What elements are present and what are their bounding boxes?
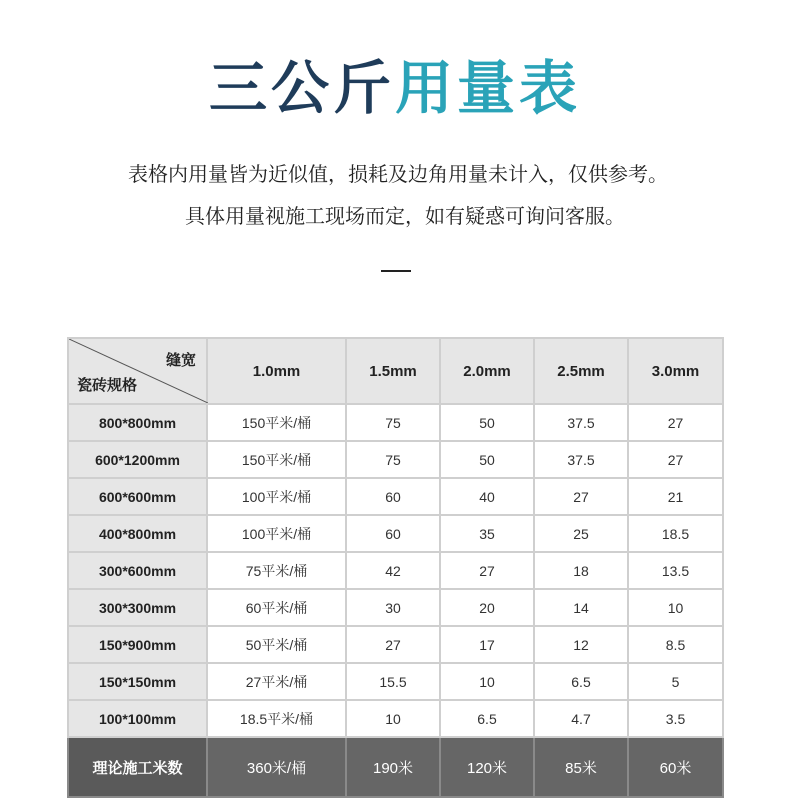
- footer-label: 理论施工米数: [68, 737, 207, 797]
- table-cell: 13.5: [628, 552, 723, 589]
- table-cell: 25: [534, 515, 628, 552]
- table-cell: 75: [346, 404, 440, 441]
- tile-spec-cell: 400*800mm: [68, 515, 207, 552]
- table-cell: 10: [628, 589, 723, 626]
- table-cell: 60: [346, 515, 440, 552]
- table-cell: 21: [628, 478, 723, 515]
- table-row: [68, 626, 723, 663]
- tile-spec-cell: 600*1200mm: [68, 441, 207, 478]
- table-cell: 75平米/桶: [207, 552, 346, 589]
- table-cell: 27: [628, 404, 723, 441]
- page-title: [0, 52, 790, 124]
- footer-cell: 120米: [440, 737, 534, 797]
- table-cell: 27: [628, 441, 723, 478]
- table-cell: 18: [534, 552, 628, 589]
- column-header: 2.5mm: [534, 338, 628, 404]
- table-cell: 18.5平米/桶: [207, 700, 346, 737]
- tile-spec-cell: 600*600mm: [68, 478, 207, 515]
- column-header: 3.0mm: [628, 338, 723, 404]
- note-line-2: 具体用量视施工现场而定，如有疑惑可询问客服。: [185, 204, 625, 228]
- usage-table: [67, 337, 724, 798]
- tile-spec-cell: 800*800mm: [68, 404, 207, 441]
- table-cell: 40: [440, 478, 534, 515]
- table-row: [68, 663, 723, 700]
- footer-cell: 60米: [628, 737, 723, 797]
- table-row: [68, 700, 723, 737]
- table-cell: 20: [440, 589, 534, 626]
- footer-cell: 85米: [534, 737, 628, 797]
- table-cell: 75: [346, 441, 440, 478]
- table-cell: 10: [346, 700, 440, 737]
- table-row: [68, 552, 723, 589]
- column-header: 1.0mm: [207, 338, 346, 404]
- table-corner-cell: [68, 338, 207, 404]
- table-cell: 6.5: [440, 700, 534, 737]
- table-cell: 27平米/桶: [207, 663, 346, 700]
- table-row: [68, 441, 723, 478]
- table-cell: 8.5: [628, 626, 723, 663]
- column-header: 1.5mm: [346, 338, 440, 404]
- table-cell: 15.5: [346, 663, 440, 700]
- table-cell: 27: [440, 552, 534, 589]
- table-cell: 27: [534, 478, 628, 515]
- table-cell: 12: [534, 626, 628, 663]
- table-cell: 27: [346, 626, 440, 663]
- table-cell: 50: [440, 441, 534, 478]
- tile-spec-cell: 150*150mm: [68, 663, 207, 700]
- table-cell: 60: [346, 478, 440, 515]
- table-cell: 60平米/桶: [207, 589, 346, 626]
- title-part-1: 三公斤: [208, 54, 395, 122]
- table-cell: 50平米/桶: [207, 626, 346, 663]
- column-header: 2.0mm: [440, 338, 534, 404]
- corner-label-gap-width: 缝宽: [165, 352, 196, 369]
- table-cell: 50: [440, 404, 534, 441]
- table-cell: 30: [346, 589, 440, 626]
- table-cell: 18.5: [628, 515, 723, 552]
- table-cell: 42: [346, 552, 440, 589]
- note-line-1: 表格内用量皆为近似值，损耗及边角用量未计入，仅供参考。: [128, 162, 668, 186]
- tile-spec-cell: 150*900mm: [68, 626, 207, 663]
- table-cell: 3.5: [628, 700, 723, 737]
- table-cell: 5: [628, 663, 723, 700]
- tile-spec-cell: 300*300mm: [68, 589, 207, 626]
- table-cell: 37.5: [534, 441, 628, 478]
- corner-label-tile-spec: 瓷砖规格: [77, 377, 138, 394]
- title-part-2: 用量表: [395, 54, 582, 122]
- footer-cell: 360米/桶: [207, 737, 346, 797]
- table-row: [68, 478, 723, 515]
- table-cell: 100平米/桶: [207, 515, 346, 552]
- table-cell: 35: [440, 515, 534, 552]
- table-row: [68, 404, 723, 441]
- table-header-row: [68, 338, 723, 404]
- table-cell: 6.5: [534, 663, 628, 700]
- tile-spec-cell: 300*600mm: [68, 552, 207, 589]
- table-row: [68, 589, 723, 626]
- table-cell: 150平米/桶: [207, 441, 346, 478]
- table-cell: 37.5: [534, 404, 628, 441]
- table-cell: 14: [534, 589, 628, 626]
- table-cell: 10: [440, 663, 534, 700]
- tile-spec-cell: 100*100mm: [68, 700, 207, 737]
- table-footer-row: [68, 737, 723, 797]
- table-row: [68, 515, 723, 552]
- divider: [381, 270, 411, 272]
- table-cell: 4.7: [534, 700, 628, 737]
- table-cell: 100平米/桶: [207, 478, 346, 515]
- table-cell: 150平米/桶: [207, 404, 346, 441]
- footer-cell: 190米: [346, 737, 440, 797]
- table-cell: 17: [440, 626, 534, 663]
